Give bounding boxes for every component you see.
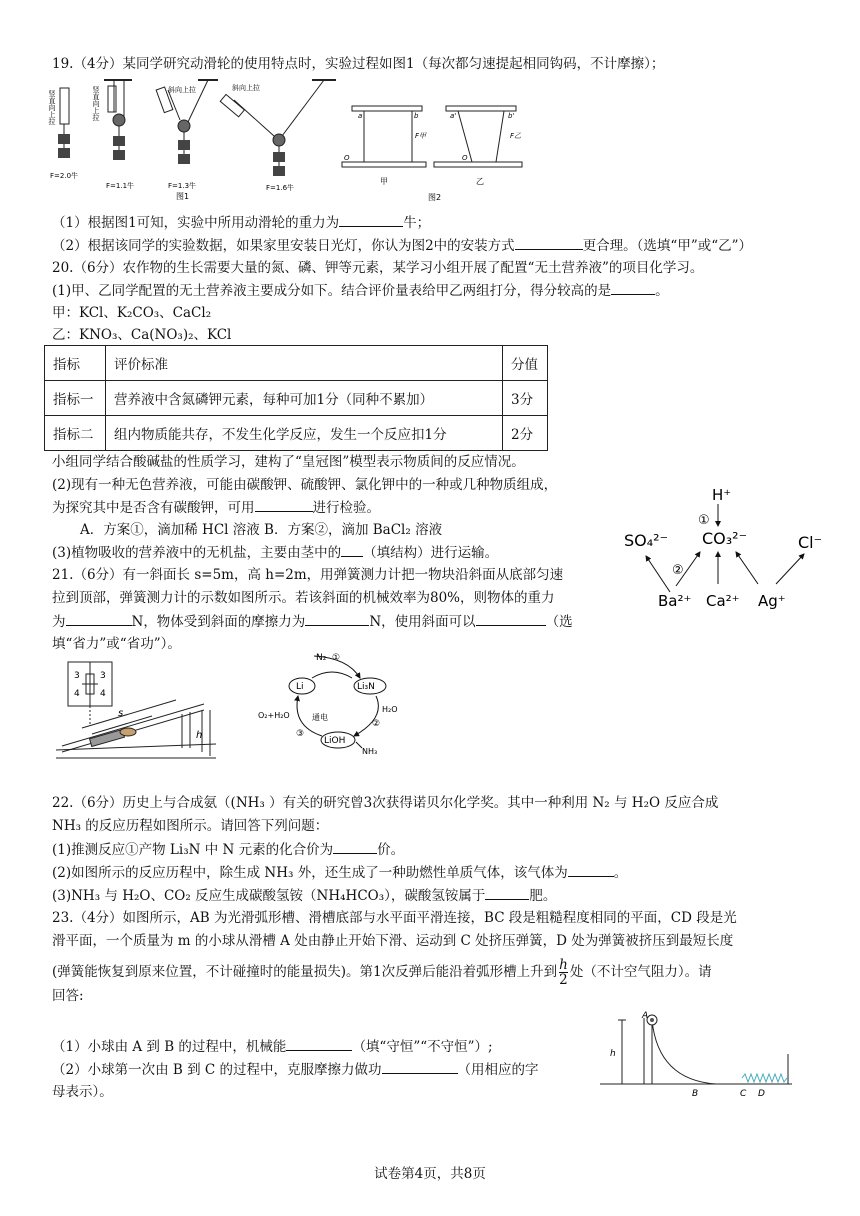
svg-text:h: h [610, 1049, 616, 1059]
fig1-setup-4 [220, 80, 336, 192]
q22-stem1: 22.（6分）历史上与合成氨（(NH₃ ）有关的研究曾3次获得诺贝尔化学奖。其中一种利用 N₂ 与 H₂O 反应合成 [52, 795, 719, 811]
svg-text:O₂+H₂O: O₂+H₂O [258, 711, 290, 720]
svg-text:Li: Li [296, 682, 304, 692]
q20-stem: 20.（6分）农作物的生长需要大量的氮、磷、钾等元素，某学习小组开展了配置“无土营养液”的项目化学习。 [52, 260, 704, 276]
q23-sub3: 母表示）。 [52, 1084, 113, 1100]
svg-text:乙: 乙 [476, 177, 484, 186]
fig1-setup-2 [92, 80, 134, 190]
table-header-row [45, 346, 548, 381]
svg-text:3: 3 [74, 671, 80, 681]
answer-blank[interactable] [305, 611, 369, 626]
svg-text:O: O [344, 154, 350, 162]
force-label-1: F=2.0牛 [50, 172, 79, 180]
fig1-caption: 图1 [176, 192, 190, 200]
q23-sub2: （2）小球第一次由 B 到 C 的过程中，克服摩擦力做功 （用相应的字 [52, 1059, 539, 1080]
q21-line3: 为 N，物体受到斜面的摩擦力为 N，使用斜面可以 （选 [52, 611, 573, 632]
spring-gauge-zoom [68, 662, 112, 724]
q19-stem: 19.（4分）某同学研究动滑轮的使用特点时，实验过程如图1（每次都匀速提起相同钩码，不计摩擦）； [52, 56, 665, 72]
ion-ca: Ca²⁺ [706, 592, 740, 610]
q22-sub2: (2)如图所示的反应历程中，除生成 NH₃ 外，还生成了一种助燃性单质气体，该气体为 。 [52, 862, 627, 883]
q20-yi-formula: 乙：KNO₃、Ca(NO₃)₂、KCl [52, 327, 232, 343]
ion-co3: CO₃²⁻ [702, 529, 748, 548]
svg-text:4: 4 [100, 689, 106, 699]
crown-diagram [618, 480, 838, 618]
q21-line2: 拉到顶部，弹簧测力计的示数如图所示。若该斜面的机械效率为80%，则物体的重力 [52, 590, 555, 606]
answer-blank[interactable] [515, 235, 583, 250]
q21-line4: 填“省力”或“省功”）。 [52, 636, 181, 652]
q19-figure-1 [48, 78, 348, 200]
answer-blank[interactable] [476, 611, 546, 626]
answer-blank[interactable] [286, 1036, 352, 1051]
svg-text:O: O [462, 154, 468, 162]
table-row: 指标二 组内物质能共存，不发生化学反应，发生一个反应扣1分 2分 [45, 416, 548, 451]
fraction-h-over-2: $\frac{h}{2}$ [559, 957, 568, 988]
svg-text:b': b' [508, 112, 515, 120]
q23-line1: 23.（4分）如图所示，AB 为光滑弧形槽、滑槽底部与水平面平滑连接，BC 段是粗糙程度相同的平面，CD 段是光 [52, 910, 737, 926]
svg-text:Li₃N: Li₃N [357, 682, 375, 692]
force-label-4: F=1.6牛 [266, 184, 295, 192]
pull-label-1: 竖直向上拉 [48, 90, 56, 125]
mark-1: ① [698, 513, 710, 528]
svg-text:LiOH: LiOH [324, 736, 346, 746]
ion-cl: Cl⁻ [798, 533, 823, 552]
q21-line1: 21.（6分）有一斜面长 s=5m，高 h=2m，用弹簧测力计把一物块沿斜面从底部匀速 [52, 567, 564, 583]
incline-figure [52, 660, 222, 778]
svg-text:N₂: N₂ [316, 653, 327, 663]
svg-text:A: A [642, 1011, 649, 1021]
q23-line2: 滑平面，一个质量为 m 的小球从滑槽 A 处由静止开始下滑、运动到 C 处挤压弹簧，D 处为弹簧被挤压到最短长度 [52, 933, 734, 949]
answer-blank[interactable] [339, 212, 403, 227]
q19-figure-2 [338, 104, 538, 204]
svg-text:C: C [740, 1089, 747, 1096]
answer-blank[interactable] [341, 542, 363, 557]
svg-text:3: 3 [100, 671, 106, 681]
q20-jia-formula: 甲：KCl、K₂CO₃、CaCl₂ [52, 305, 212, 321]
incline-slope [56, 700, 216, 758]
q20-sub3: (3)植物吸收的营养液中的无机盐，主要由茎中的 （填结构）进行运输。 [52, 542, 498, 563]
fig2-jia [342, 106, 427, 186]
q20-sub2-line2: 为探究其中是否含有碳酸钾，可用 进行检验。 [52, 497, 380, 518]
answer-blank[interactable] [568, 862, 614, 877]
fig2-yi [434, 106, 522, 186]
svg-text:H₂O: H₂O [382, 705, 398, 714]
q22-sub3: (3)NH₃ 与 H₂O、CO₂ 反应生成碳酸氢铵（NH₄HCO₃），碳酸氢铵属于 肥。 [52, 885, 556, 906]
q23-line4: 回答: [52, 988, 84, 1004]
svg-text:②: ② [372, 719, 381, 729]
q19-sub1: （1）根据图1可知，实验中所用动滑轮的重力为 牛； [52, 212, 430, 233]
force-label-2: F=1.1牛 [106, 182, 135, 190]
svg-text:a: a [358, 112, 363, 120]
q20-sub1: (1)甲、乙同学配置的无土营养液主要成分如下。结合评价量表给甲乙两组打分，得分较高的是 。 [52, 280, 669, 301]
table-row: 指标一 营养液中含氮磷钾元素，每种可加1分（同种不累加） 3分 [45, 381, 548, 416]
page-footer: 试卷第4页，共8页 [374, 1166, 486, 1182]
force-label-3: F=1.3牛 [168, 182, 197, 190]
fig2-caption: 图2 [428, 193, 442, 202]
answer-blank[interactable] [485, 885, 529, 900]
answer-blank[interactable] [382, 1059, 458, 1074]
table-header: 分值 [503, 346, 548, 381]
ion-ag: Ag⁺ [758, 592, 786, 610]
table-header: 指标 [45, 346, 106, 381]
answer-blank[interactable] [333, 839, 377, 854]
mark-2: ② [672, 563, 684, 578]
table-header: 评价标准 [106, 346, 503, 381]
svg-text:NH₃: NH₃ [362, 747, 378, 756]
q20-options: A．方案①，滴加稀 HCl 溶液 B．方案②，滴加 BaCl₂ 溶液 [80, 522, 443, 538]
svg-text:4: 4 [74, 689, 80, 699]
pull-label-2: 竖直向上拉 [92, 86, 100, 121]
q23-sub1: （1）小球由 A 到 B 的过程中，机械能 （填“守恒”“不守恒”）; [52, 1036, 493, 1057]
q20-sub2-line1: (2)现有一种无色营养液，可能由碳酸钾、硫酸钾、氯化钾中的一种或几种物质组成， [52, 477, 558, 493]
svg-text:B: B [692, 1089, 699, 1096]
q19-sub2: （2）根据该同学的实验数据，如果家里安装日光灯，你认为图2中的安装方式 更合理。（选填“甲”或“乙”） [52, 235, 752, 256]
svg-text:s: s [118, 708, 124, 719]
q22-stem2: NH₃ 的反应历程如图所示。请回答下列问题： [52, 818, 329, 834]
q20-crown-intro: 小组同学结合酸碱盐的性质学习，建构了“皇冠图”模型表示物质间的反应情况。 [52, 454, 525, 470]
criteria-table [44, 345, 548, 451]
svg-text:通电: 通电 [312, 713, 328, 722]
fig1-setup-3 [156, 80, 218, 190]
q22-sub1: (1)推测反应①产物 Li₃N 中 N 元素的化合价为 价。 [52, 839, 404, 860]
fig1-setup-1 [48, 88, 78, 180]
svg-text:甲: 甲 [380, 177, 388, 186]
answer-blank[interactable] [611, 280, 655, 295]
svg-text:D: D [758, 1089, 765, 1096]
ion-ba: Ba²⁺ [658, 592, 692, 610]
svg-text:h: h [196, 730, 203, 741]
ammonia-cycle-diagram [252, 648, 422, 756]
svg-text:b: b [414, 112, 419, 120]
answer-blank[interactable] [255, 497, 313, 512]
svg-text:a': a' [450, 112, 457, 120]
answer-blank[interactable] [66, 611, 132, 626]
svg-text:F甲: F甲 [415, 132, 427, 140]
svg-text:①: ① [332, 653, 341, 663]
ion-h: H⁺ [712, 486, 732, 504]
pull-label-4: 斜向上拉 [232, 84, 260, 92]
svg-text:③: ③ [296, 729, 305, 739]
q23-track-figure [596, 1010, 796, 1096]
pull-label-3: 斜向上拉 [168, 86, 196, 94]
svg-text:F乙: F乙 [510, 132, 522, 140]
q23-line3: (弹簧能恢复到原来位置，不计碰撞时的能量损失)。第1次反弹后能沿着弧形槽上升到 $\frac{h}{2}$ 处（不计空气阻力）。请 [52, 957, 712, 988]
ion-so4: SO₄²⁻ [624, 531, 669, 550]
